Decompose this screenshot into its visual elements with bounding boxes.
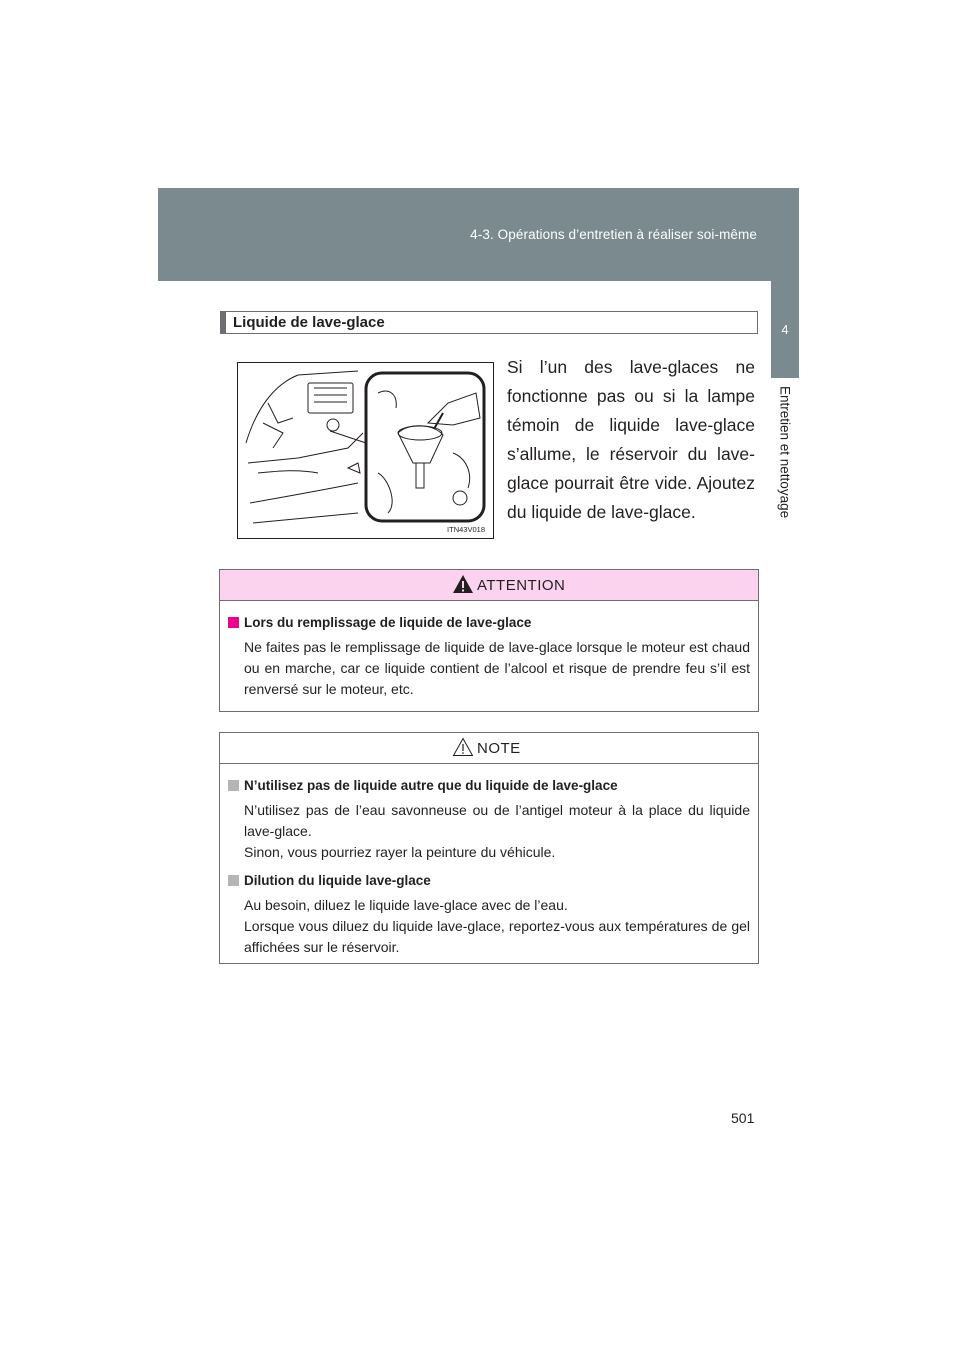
attention-box [219,569,759,712]
note-item-text [228,800,750,863]
warning-triangle-outline-icon [452,737,474,757]
note-item-line: Au besoin, diluez le liquide lave-glace avec de l’eau. [244,897,568,913]
washer-fluid-filling-illustration [238,363,493,538]
note-item-title-text: Dilution du liquide lave-glace [244,873,431,888]
pink-square-bullet [228,617,239,628]
note-item-title [228,873,750,888]
section-title: 4-3. Opérations d’entretien à réaliser soi-même [470,227,757,242]
warning-triangle-filled-icon [452,574,474,594]
note-box [219,732,759,964]
note-item-line: N’utilisez pas de l’eau savonneuse ou de l’antigel moteur à la place du liquide lave-glace. [244,802,750,839]
attention-label: ATTENTION [477,577,566,594]
note-item-text [228,895,750,958]
figure-code: ITN43V018 [447,525,485,534]
chapter-label-text: Entretien et nettoyage [777,386,793,519]
note-header [220,733,758,764]
chapter-tab-label [771,378,799,878]
gray-square-bullet [228,875,239,886]
note-item-title-text: N’utilisez pas de liquide autre que du liquide de lave-glace [244,778,618,793]
chapter-tab-number: 4 [771,281,799,378]
attention-item-title-text: Lors du remplissage de liquide de lave-glace [244,615,532,630]
section-heading [220,311,758,334]
attention-item-line: Ne faites pas le remplissage de liquide de lave-glace lorsque le moteur est chaud ou en marche, car ce liquide contient de l’alcool et risque de prendre feu s’il est renversé sur le moteur, etc. [244,639,750,697]
note-body [220,764,758,978]
intro-paragraph: Si l’un des lave-glaces ne fonctionne pas ou si la lampe témoin de liquide lave-glace s’allume, le réservoir du lave-glace pourrait être vide. Ajoutez du liquide de lave-glace. [507,357,755,522]
attention-item-text [228,637,750,700]
gray-square-bullet [228,780,239,791]
note-item-line: Sinon, vous pourriez rayer la peinture du véhicule. [244,844,556,860]
note-label: NOTE [477,740,521,757]
note-item-title [228,778,750,793]
attention-header [220,570,758,601]
section-heading-text: Liquide de lave-glace [233,314,385,331]
attention-body [220,601,758,720]
note-item-line: Lorsque vous diluez du liquide lave-glace, reportez-vous aux températures de gel affichées sur le réservoir. [244,918,750,955]
page-number: 501 [731,1110,755,1126]
washer-fluid-figure [237,362,494,539]
attention-item-title [228,615,750,630]
header-bar [158,188,799,281]
